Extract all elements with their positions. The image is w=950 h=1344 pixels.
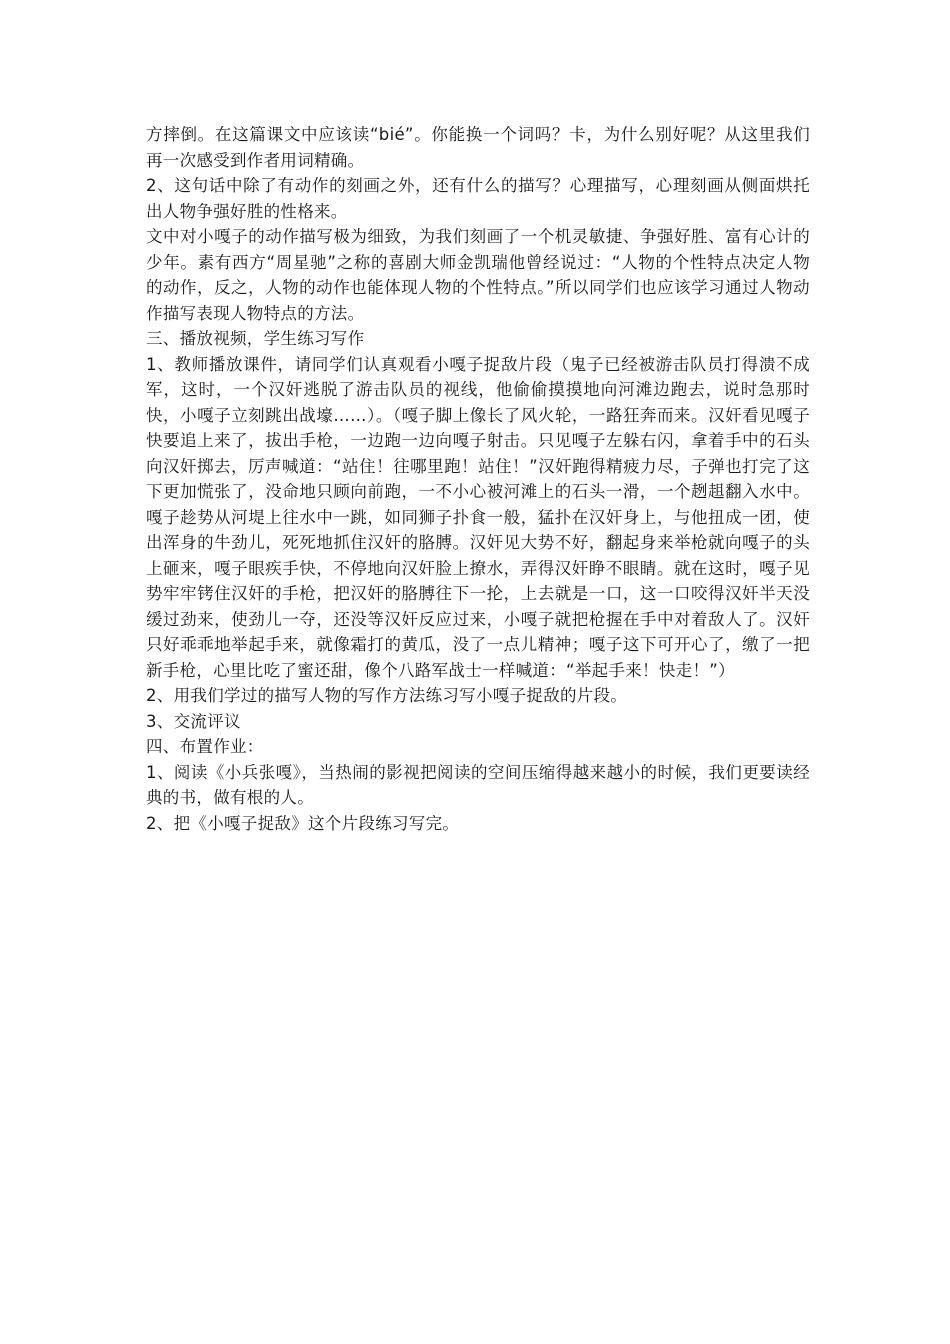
homework-item-2: 2、把《小嘎子捉敌》这个片段练习写完。	[146, 813, 460, 833]
paragraph-writing-task: 2、用我们学过的描写人物的写作方法练习写小嘎子捉敌的片段。	[146, 686, 628, 705]
paragraph-video-task: 1、教师播放课件，请同学们认真观看小嘎子捉敌片段（鬼子已经被游击队员打得溃不成军，这时，一个汉奸逃脱了游击队员的视线，他偷偷摸摸地向河滩边跑去，说时急那时快，小嘎子立刻跳出战壕……）。（嘎子脚上像长了风火轮，一路狂奔而来。汉奸看见嘎子快要追上来了，拔出手枪，一边跑一边向嘎子射击。只见嘎子左躲右闪，拿着手中的石头向汉奸掷去，厉声喊道：“站住！往哪里跑！站住！”汉奸跑得精疲力尽，子弹也打完了这下更加慌张了，没命地只顾向前跑，一不小心被河滩上的石头一滑，一个趔趄翻入水中。嘎子趁势从河堤上往水中一跳，如同狮子扑食一般，猛扑在汉奸身上，与他扭成一团，使出浑身的牛劲儿，死死地抓住汉奸的胳膊。汉奸见大势不好，翻起身来举枪就向嘎子的头上砸来，嘎子眼疾手快，不停地向汉奸脸上撩水，弄得汉奸睁不眼睛。就在这时，嘎子见势牢牢铐住汉奸的手枪，把汉奸的胳膊往下一抡，上去就是一口，这一口咬得汉奸半天没缓过劲来，使劲儿一夺，还没等汉奸反应过来，小嘎子就把枪握在手中对着敌人了。汉奸只好乖乖地举起手来，就像霜打的黄瓜，没了一点儿精神；嘎子这下可开心了，缴了一把新手枪，心里比吃了蜜还甜，像个八路军战士一样喊道：“举起手来！快走！”）	[146, 354, 810, 680]
paragraph-pronunciation-note: 方摔倒。在这篇课文中应该读“bié”。你能换一个词吗？卡，为什么别好呢？从这里我们再一次感受到作者用词精确。	[146, 125, 810, 170]
paragraph-summary: 文中对小嘎子的动作描写极为细致，为我们刻画了一个机灵敏捷、争强好胜、富有心计的少年。素有西方“周星驰”之称的喜剧大师金凯瑞他曾经说过：“人物的个性特点决定人物的动作，反之，人物的动作也能体现人物的个性特点。”所以同学们也应该学习通过人物动作描写表现人物特点的方法。	[146, 227, 810, 323]
section-heading-3: 三、播放视频，学生练习写作	[146, 329, 365, 348]
homework-item-1: 1、阅读《小兵张嘎》，当热闹的影视把阅读的空间压缩得越来越小的时候，我们更要读经典的书，做有根的人。	[146, 762, 810, 807]
paragraph-discussion: 3、交流评议	[146, 711, 241, 731]
paragraph-question-2: 2、这句话中除了有动作的刻画之外，还有什么的描写？心理描写，心理刻画从侧面烘托出人物争强好胜的性格来。	[146, 176, 810, 221]
document-body	[146, 122, 810, 836]
section-heading-4: 四、布置作业：	[146, 737, 264, 756]
